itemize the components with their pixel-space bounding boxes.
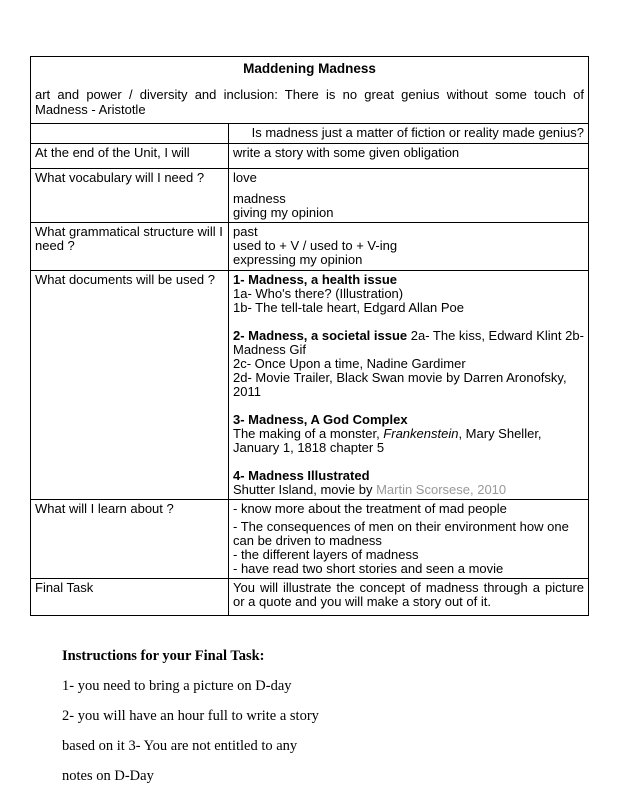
doc-heading: 2- Madness, a societal issue — [233, 328, 408, 343]
doc-line — [233, 427, 584, 455]
row-label-vocabulary: What vocabulary will I need ? — [31, 169, 229, 223]
vocabulary-item: madness — [233, 191, 286, 206]
unit-plan-table — [30, 56, 589, 616]
doc-inline-text: 2a- The kiss, Edward Klint 2b- Madness Gif — [233, 328, 584, 357]
vocabulary-item: love — [233, 170, 257, 185]
empty-label-cell — [31, 124, 229, 144]
grammar-item: used to + V / used to + V-ing — [233, 238, 398, 253]
instructions-heading: Instructions for your Final Task: — [62, 648, 265, 664]
doc-line: 2d- Movie Trailer, Black Swan movie by Darren Aronofsky, 2011 — [233, 370, 567, 399]
doc-line: 1a- Who's there? (Illustration) — [233, 286, 404, 301]
instruction-line: 1- you need to bring a picture on D-day — [62, 678, 292, 694]
doc-line: 1b- The tell-tale heart, Edgard Allan Poe — [233, 300, 465, 315]
learn-value — [229, 500, 589, 579]
grammar-item: past — [233, 224, 258, 239]
instruction-line: notes on D-Day — [62, 768, 154, 784]
instruction-line: based on it 3- You are not entitled to any — [62, 738, 298, 754]
row-label-grammar: What grammatical structure will I need ? — [31, 223, 229, 271]
doc-heading: 3- Madness, A God Complex — [233, 412, 408, 427]
header-cell — [31, 57, 589, 124]
doc-text: The making of a monster, — [233, 426, 384, 441]
grammar-value — [229, 223, 589, 271]
final-task-instructions — [62, 648, 588, 785]
learn-item: - the different layers of madness — [233, 547, 419, 562]
essential-question: Is madness just a matter of fiction or reality made genius? — [229, 124, 589, 144]
unit-title: Maddening Madness — [243, 61, 376, 76]
row-label-end-of-unit: At the end of the Unit, I will — [31, 144, 229, 169]
row-label-final-task: Final Task — [31, 579, 229, 616]
doc-line — [233, 483, 584, 497]
doc-heading: 1- Madness, a health issue — [233, 272, 398, 287]
documents-value — [229, 271, 589, 500]
row-label-documents: What documents will be used ? — [31, 271, 229, 500]
vocabulary-item: giving my opinion — [233, 205, 334, 220]
learn-item: - know more about the treatment of mad people — [233, 501, 507, 516]
doc-line: 2c- Once Upon a time, Nadine Gardimer — [233, 356, 466, 371]
suggestion-text: Martin Scorsese, 2010 — [376, 482, 507, 497]
doc-section-illustrated — [233, 469, 584, 497]
vocabulary-value — [229, 169, 589, 223]
final-task-value: You will illustrate the concept of madness through a picture or a quote and you will make a story out of it. — [229, 579, 589, 616]
doc-section-god-complex — [233, 413, 584, 455]
doc-line — [233, 329, 584, 357]
book-title: Frankenstein — [383, 426, 459, 441]
grammar-item: expressing my opinion — [233, 252, 363, 267]
doc-text: Shutter Island, movie by — [233, 482, 377, 497]
doc-section-health-issue — [233, 273, 584, 315]
unit-subtitle: art and power / diversity and inclusion: There is no great genius without some touch of Madness - Aristotle — [35, 87, 585, 117]
doc-section-societal-issue — [233, 329, 584, 399]
learn-item: - The consequences of men on their environment how one can be driven to madness — [233, 519, 569, 548]
doc-heading: 4- Madness Illustrated — [233, 468, 370, 483]
doc-text: , Mary Sheller, January 1, 1818 chapter 5 — [233, 426, 542, 455]
end-of-unit-value: write a story with some given obligation — [229, 144, 589, 169]
learn-item: - have read two short stories and seen a movie — [233, 561, 504, 576]
instruction-line: 2- you will have an hour full to write a story — [62, 708, 319, 724]
row-label-learn: What will I learn about ? — [31, 500, 229, 579]
